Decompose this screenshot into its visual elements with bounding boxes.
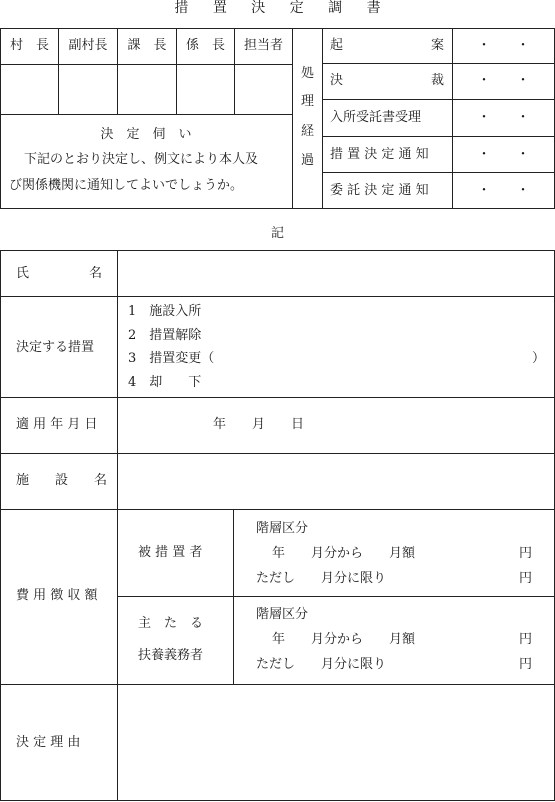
- measure-option-2[interactable]: 2 措置解除: [128, 328, 202, 343]
- fee-target-label: 被 措 置 者: [138, 545, 203, 560]
- title-char: 措: [174, 0, 189, 16]
- yen-unit: 円: [519, 657, 533, 672]
- process-label-char: 経: [300, 124, 314, 139]
- process-date[interactable]: ・ ・: [477, 38, 530, 53]
- process-row-approval: 決 裁: [330, 73, 444, 88]
- process-date[interactable]: ・ ・: [477, 147, 530, 162]
- fee-limit-line[interactable]: ただし 月分に限り: [256, 571, 387, 586]
- yen-unit: 円: [519, 546, 533, 561]
- approver-subsection-chief: 係 長: [185, 38, 225, 53]
- inquiry-line-2: び関係機関に通知してよいでしょうか。: [9, 178, 244, 193]
- yen-unit: 円: [519, 632, 533, 647]
- approver-mayor: 村 長: [9, 38, 49, 53]
- fee-guardian-label-2: 扶養義務者: [138, 648, 204, 663]
- measure-option-4[interactable]: 4 却 下: [128, 375, 202, 390]
- measure-label: 決定する措置: [16, 340, 95, 355]
- stamp-box[interactable]: [235, 65, 292, 114]
- process-label-char: 処: [300, 66, 314, 81]
- yen-unit: 円: [519, 571, 533, 586]
- stamp-box[interactable]: [118, 65, 176, 114]
- main-table: [0, 250, 555, 802]
- fee-label: 費 用 徴 収 額: [16, 588, 98, 603]
- fee-guardian-label-1: 主 た る: [138, 616, 204, 631]
- inquiry-heading: 決 定 伺 い: [100, 127, 192, 142]
- facility-label: 施 設 名: [16, 473, 108, 488]
- apply-date-value[interactable]: 年 月 日: [213, 417, 305, 432]
- document-title: [0, 0, 555, 16]
- fee-monthly-line[interactable]: 年 月分から 月額: [272, 632, 416, 647]
- stamp-box[interactable]: [1, 65, 58, 114]
- process-row-draft: 起 案: [330, 38, 444, 53]
- approval-block: [0, 28, 555, 209]
- process-label-char: 理: [300, 94, 314, 109]
- reason-field[interactable]: [118, 685, 554, 800]
- process-row-receipt: 入所受託書受理: [330, 110, 422, 125]
- ki-label: 記: [270, 226, 284, 241]
- stamp-box[interactable]: [177, 65, 234, 114]
- measure-option-3-close: ）: [532, 351, 546, 366]
- stamp-box[interactable]: [59, 65, 117, 114]
- facility-field[interactable]: [118, 454, 554, 509]
- title-char: 定: [289, 0, 304, 16]
- name-field[interactable]: [118, 251, 554, 296]
- approver-deputy-mayor: 副村長: [68, 38, 108, 53]
- measure-option-1[interactable]: 1 施設入所: [128, 304, 202, 319]
- process-row-measure-notice: 措 置 決 定 通 知: [330, 147, 429, 162]
- title-char: 調: [328, 0, 343, 16]
- process-date[interactable]: ・ ・: [477, 73, 530, 88]
- fee-rank-label: 階層区分: [256, 521, 309, 536]
- title-char: 置: [212, 0, 227, 16]
- measure-option-3[interactable]: 3 措置変更（: [128, 351, 215, 366]
- process-date[interactable]: ・ ・: [477, 183, 530, 198]
- title-char: 決: [251, 0, 266, 16]
- process-row-consign-notice: 委 託 決 定 通 知: [330, 183, 429, 198]
- approver-section-chief: 課 長: [127, 38, 167, 53]
- inquiry-line-1: 下記のとおり決定し、例文により本人及: [24, 152, 259, 167]
- process-label-char: 過: [300, 153, 314, 168]
- reason-label: 決 定 理 由: [16, 735, 81, 750]
- title-char: 書: [366, 0, 381, 16]
- approver-staff: 担当者: [243, 38, 283, 53]
- fee-monthly-line[interactable]: 年 月分から 月額: [272, 546, 416, 561]
- fee-rank-label: 階層区分: [256, 607, 309, 622]
- process-date[interactable]: ・ ・: [477, 110, 530, 125]
- fee-limit-line[interactable]: ただし 月分に限り: [256, 657, 387, 672]
- apply-date-label: 適 用 年 月 日: [16, 417, 98, 432]
- name-label: 氏 名: [16, 266, 102, 281]
